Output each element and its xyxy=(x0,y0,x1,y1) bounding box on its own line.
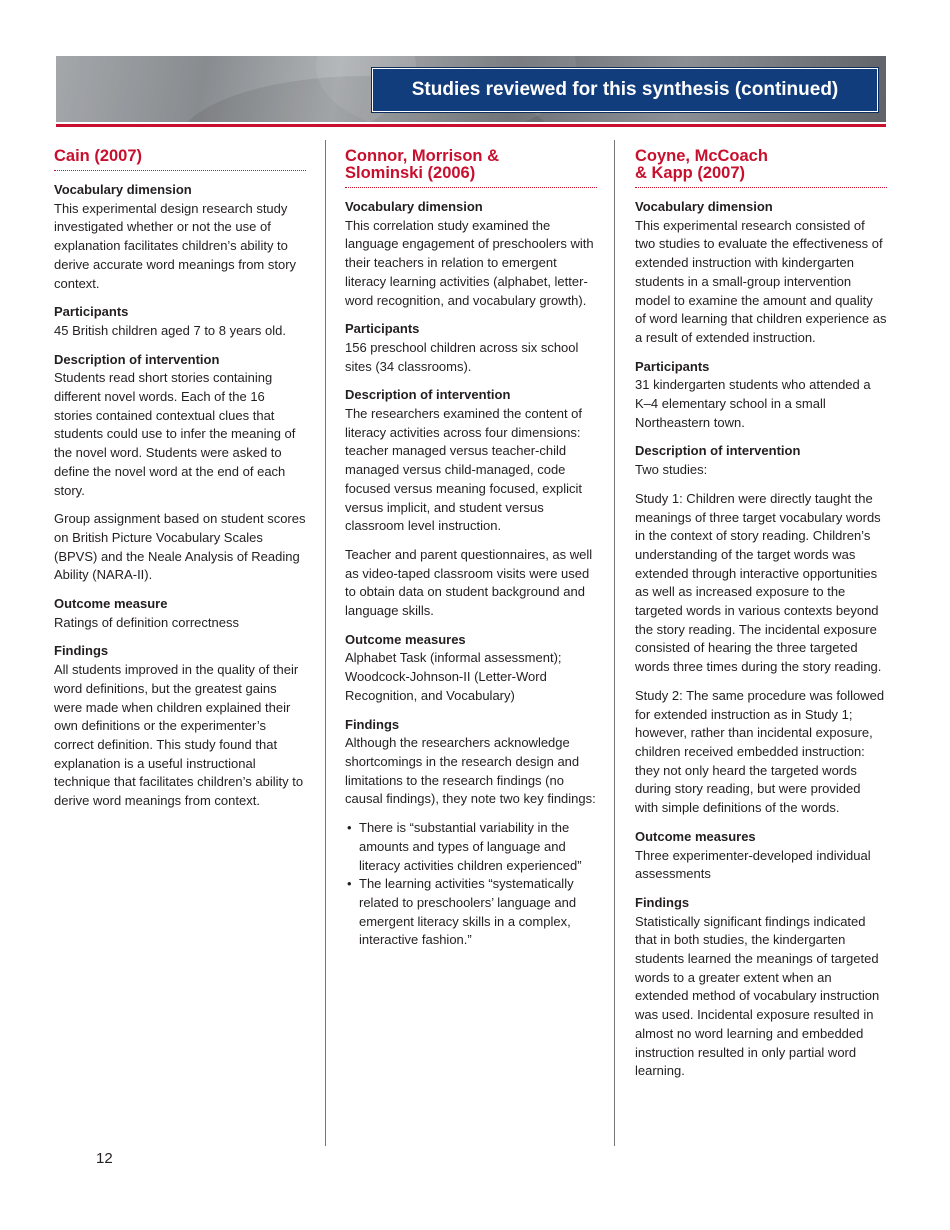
section-paragraph: 45 British children aged 7 to 8 years old. xyxy=(54,322,286,338)
section-heading: Participants xyxy=(54,304,129,320)
list-item: • There is “substantial variability in the amounts and types of language and literacy activities children experienced” xyxy=(359,819,597,875)
section-heading: Outcome measure xyxy=(54,596,168,612)
section-heading: Description of intervention xyxy=(54,351,220,367)
study-title xyxy=(345,148,597,188)
section-paragraph: 156 preschool children across six school sites (34 classrooms). xyxy=(345,339,579,374)
section-heading: Outcome measures xyxy=(345,631,466,647)
section-paragraph: 31 kindergarten students who attended a K–4 elementary school in a small Northeastern town. xyxy=(635,377,871,430)
section-heading: Findings xyxy=(345,716,400,732)
study-title xyxy=(54,148,306,171)
header-divider xyxy=(56,124,886,127)
study-title-line: Cain (2007) xyxy=(54,147,143,165)
section-paragraph: Study 1: Children were directly taught the meanings of three target vocabulary words in the context of story reading. Children’s understanding of the target words was extended through interactive opportunities as well as increased exposure to the targeted words in various contexts beyond the story reading. The incidental exposure consisted of hearing the three targeted words three times during the story reading. xyxy=(635,490,882,675)
section-heading: Outcome measures xyxy=(635,828,756,844)
section-heading: Findings xyxy=(54,643,109,659)
section-paragraph: All students improved in the quality of their word definitions, but the greatest gains were made when children explained their own definitions or the experimenter’s correct definition. This study found that explanation is a useful instructional technique that facilitates children’s ability to derive word meanings from context. xyxy=(54,662,304,809)
section-paragraph: This correlation study examined the language engagement of preschoolers with their teachers in relation to emergent literacy learning activities (alphabet, letter-word recognition, and vocabulary growth). xyxy=(345,217,594,308)
column-divider xyxy=(614,140,615,1146)
section-paragraph: Alphabet Task (informal assessment); Woodcock-Johnson-II (Letter-Word Recognition, and Vocabulary) xyxy=(345,650,562,703)
study-column-coyne xyxy=(635,148,887,1091)
findings-list xyxy=(345,819,597,950)
section-paragraph: This experimental design research study investigated whether or not the use of explanation facilitates children’s ability to derive accurate word meanings from story context. xyxy=(54,200,297,291)
study-column-connor xyxy=(345,148,597,960)
section-paragraph: The researchers examined the content of literacy activities across four dimensions: teacher managed versus teacher-child managed versus child-managed, code focused versus meaning focused, explicit versus implicit, and student versus classroom level instruction. xyxy=(345,406,583,534)
page-title: Studies reviewed for this synthesis (continued) xyxy=(372,68,878,112)
list-item: • The learning activities “systematically related to preschoolers’ language and emergent literacy skills in a complex, interactive fashion.” xyxy=(359,875,597,950)
section-heading: Participants xyxy=(635,358,710,374)
section-paragraph: Teacher and parent questionnaires, as well as video-taped classroom visits were used to obtain data on student background and language skills. xyxy=(345,546,593,619)
section-paragraph: Two studies: xyxy=(635,462,708,478)
section-paragraph: Study 2: The same procedure was followed for extended instruction as in Study 1; however, rather than incidental exposure, children received embedded instruction: they not only heard the targeted words during story reading, but were provided with simple definitions of the words. xyxy=(635,687,885,816)
section-heading: Vocabulary dimension xyxy=(345,199,483,214)
study-title-line: & Kapp (2007) xyxy=(635,164,746,182)
section-paragraph: Three experimenter-developed individual assessments xyxy=(635,847,871,882)
section-paragraph: Statistically significant findings indicated that in both studies, the kindergarten students learned the meanings of targeted words to a greater extent when an extended method of vocabulary instruction was used. Incidental exposure resulted in almost no word learning and embedded instruction resulted in only partial word learning. xyxy=(635,913,880,1079)
section-heading: Participants xyxy=(345,321,420,337)
section-paragraph: This experimental research consisted of two studies to evaluate the effectiveness of extended instruction with kindergarten students in a small-group intervention model to examine the amount and quality of word learning that children experience as a result of extended instruction. xyxy=(635,217,887,345)
section-heading: Vocabulary dimension xyxy=(54,182,192,197)
section-heading: Description of intervention xyxy=(635,443,801,459)
section-heading: Findings xyxy=(635,894,690,910)
study-title-line: Slominski (2006) xyxy=(345,164,476,182)
section-paragraph: Although the researchers acknowledge shortcomings in the research design and limitations to the research findings (no causal findings), they note two key findings: xyxy=(345,735,596,807)
study-title-line: Coyne, McCoach xyxy=(635,147,768,165)
section-paragraph: Group assignment based on student scores on British Picture Vocabulary Scales (BPVS) and the Neale Analysis of Reading Ability (NARA-II). xyxy=(54,511,306,583)
column-divider xyxy=(325,140,326,1146)
study-column-cain xyxy=(54,148,306,821)
study-title-line: Connor, Morrison & xyxy=(345,147,499,165)
page-number: 12 xyxy=(96,1150,113,1167)
section-heading: Vocabulary dimension xyxy=(635,199,773,214)
section-heading: Description of intervention xyxy=(345,387,511,403)
section-paragraph: Students read short stories containing different novel words. Each of the 16 stories contained contextual clues that students could use to infer the meaning of the novel word. Students were asked to define the novel word at the end of each story. xyxy=(54,370,296,498)
study-title xyxy=(635,148,887,188)
section-paragraph: Ratings of definition correctness xyxy=(54,614,239,630)
